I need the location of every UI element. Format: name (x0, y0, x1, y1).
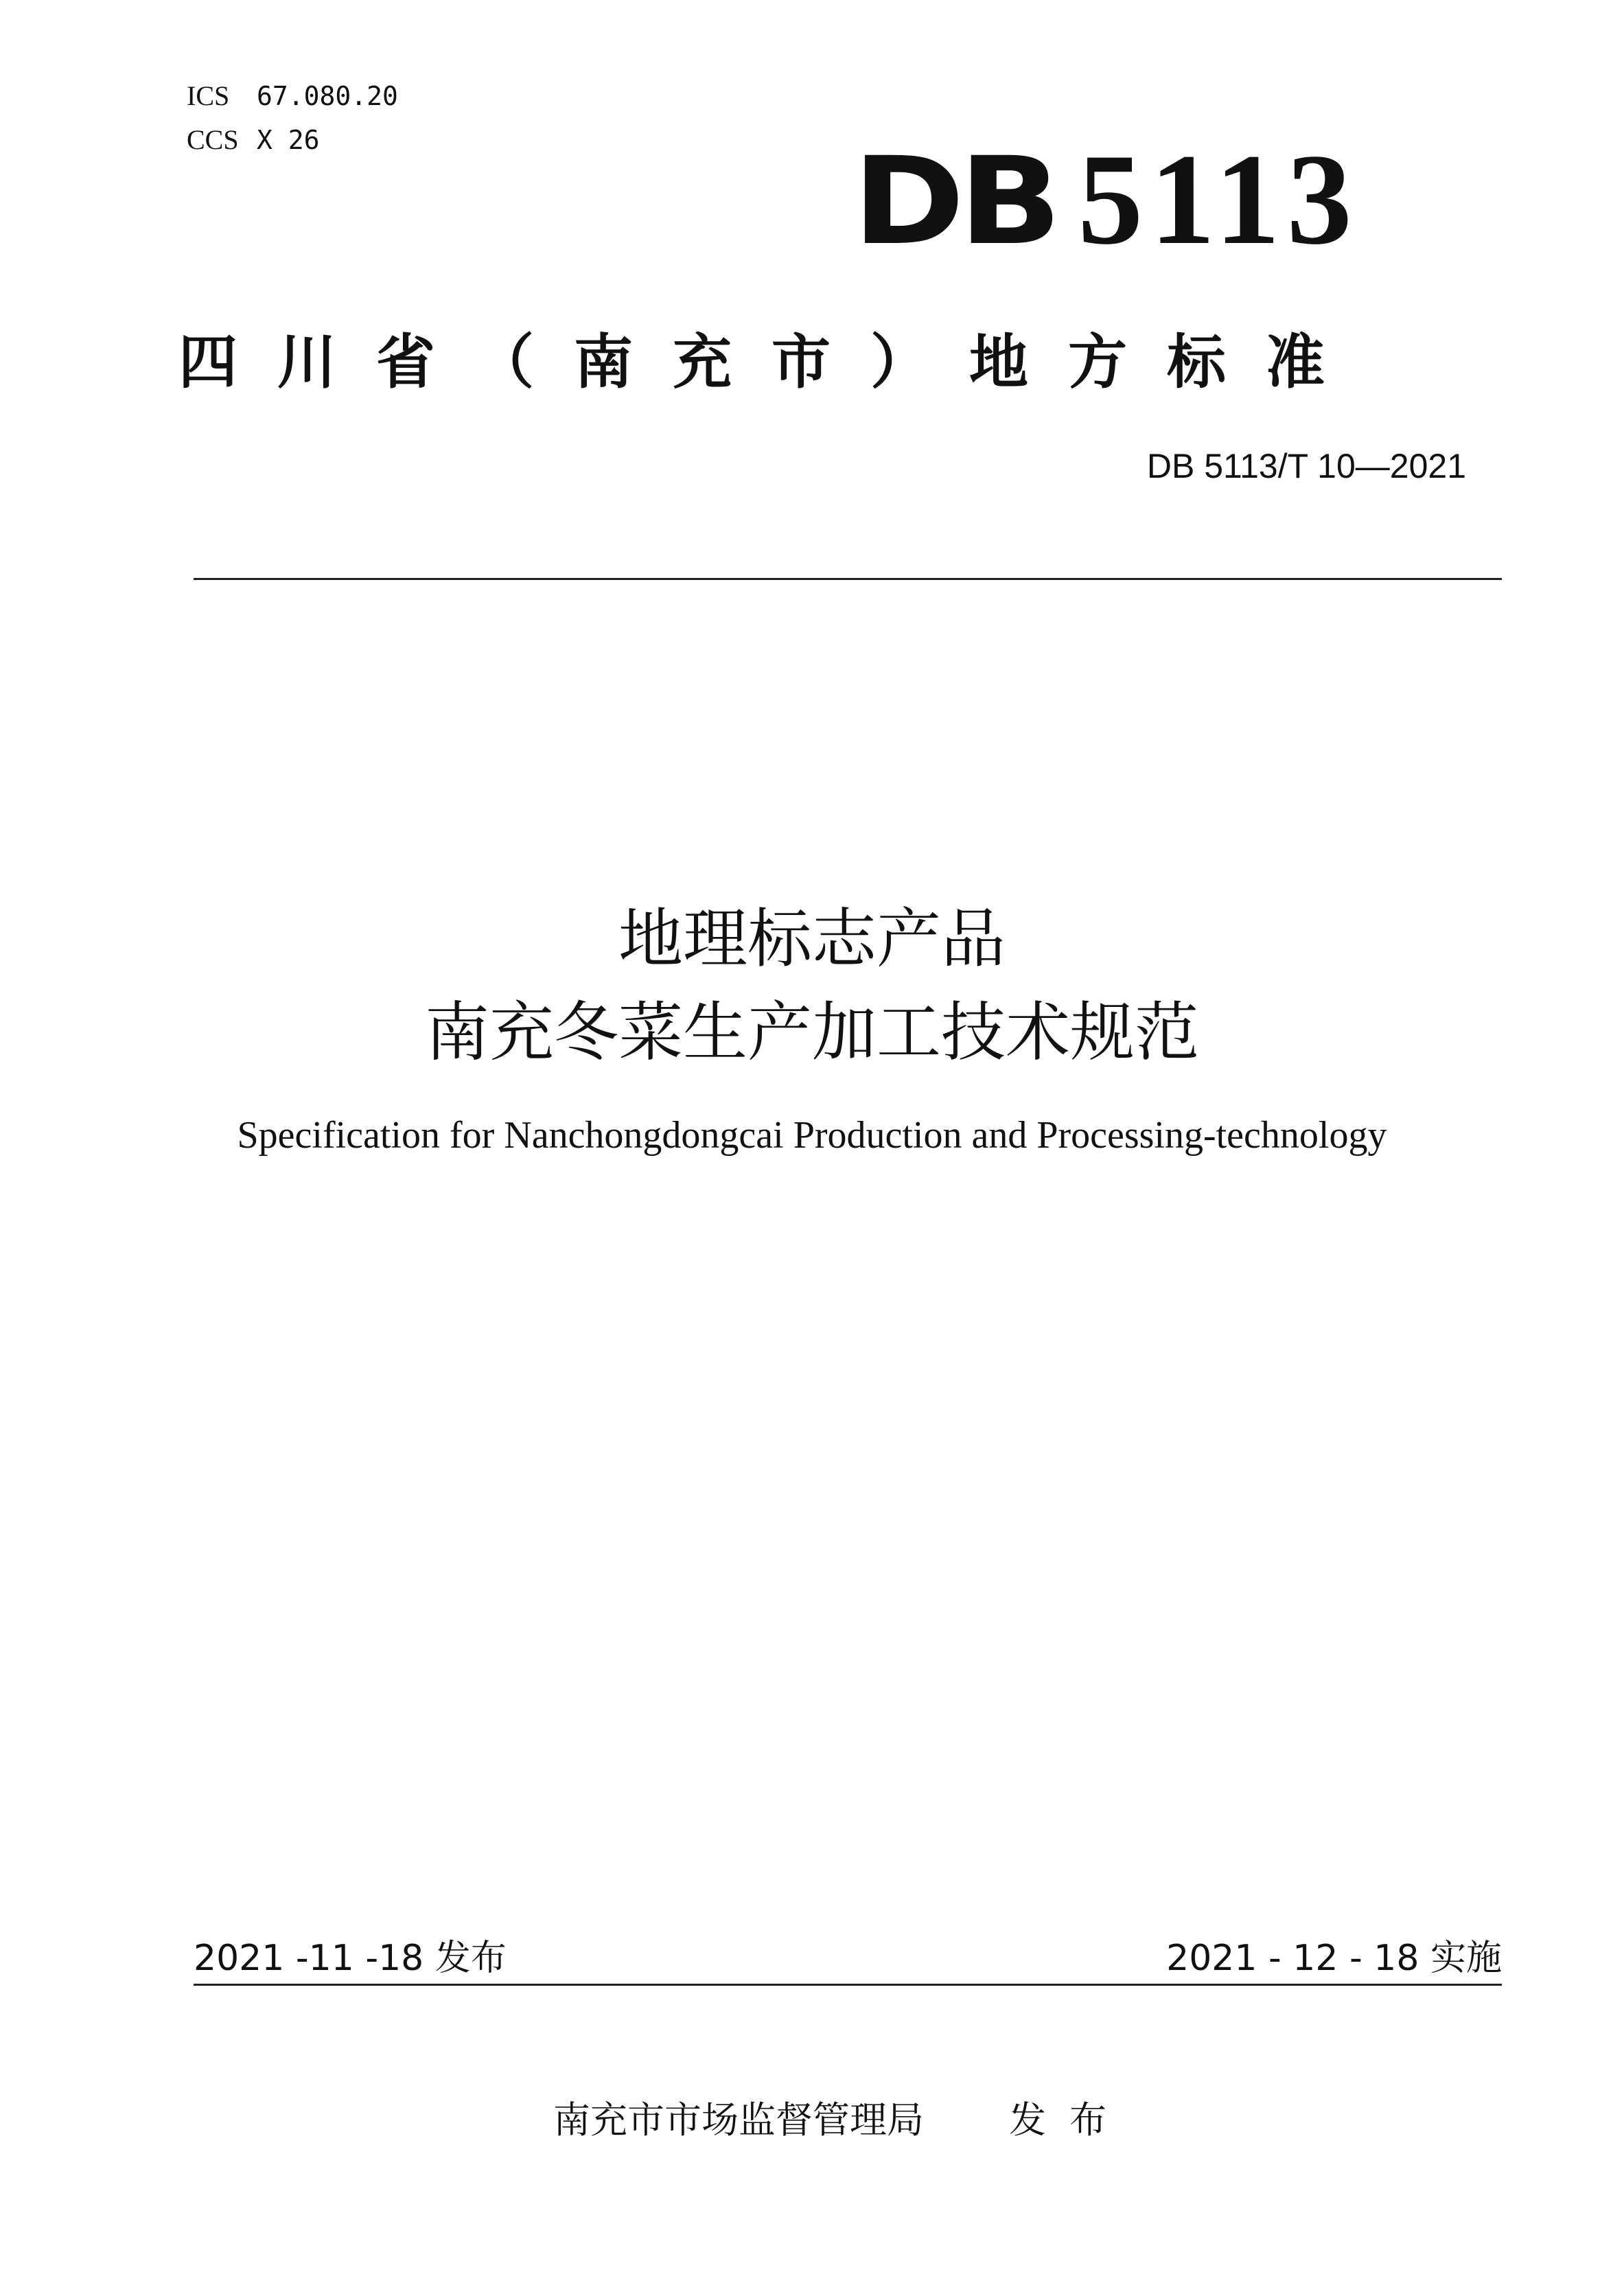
issue-date: 2021 -11 -18 发布 (194, 1938, 507, 1979)
issuing-authority-title: 四川省（南充市）地方标准 (178, 328, 1365, 397)
ccs-label: CCS (187, 124, 239, 155)
footer-divider (194, 1984, 1502, 1986)
standard-type-mark (852, 128, 1359, 272)
ccs-row (187, 118, 398, 162)
ics-value: 67.080.20 (257, 81, 398, 111)
standard-number: DB 5113/T 10—2021 (1146, 447, 1466, 485)
document-title-english: Specification for Nanchongdongcai Production and Processing-technology (237, 1114, 1387, 1157)
document-title-line-1: 地理标志产品 (618, 902, 1006, 977)
ics-row (187, 74, 398, 118)
ccs-value: X 26 (257, 125, 320, 155)
ics-label: ICS (187, 80, 230, 111)
region-code: 5113 (1078, 128, 1359, 272)
publisher-action: 发布 (1009, 2098, 1130, 2142)
implementation-date: 2021 - 12 - 18 实施 (1166, 1938, 1502, 1979)
document-title-line-2: 南充冬菜生产加工技术规范 (424, 995, 1199, 1070)
standard-prefix: DB (852, 131, 1056, 272)
header-divider (194, 578, 1502, 580)
publisher-name: 南充市市场监督管理局 (553, 2098, 924, 2142)
classification-codes (187, 74, 398, 162)
